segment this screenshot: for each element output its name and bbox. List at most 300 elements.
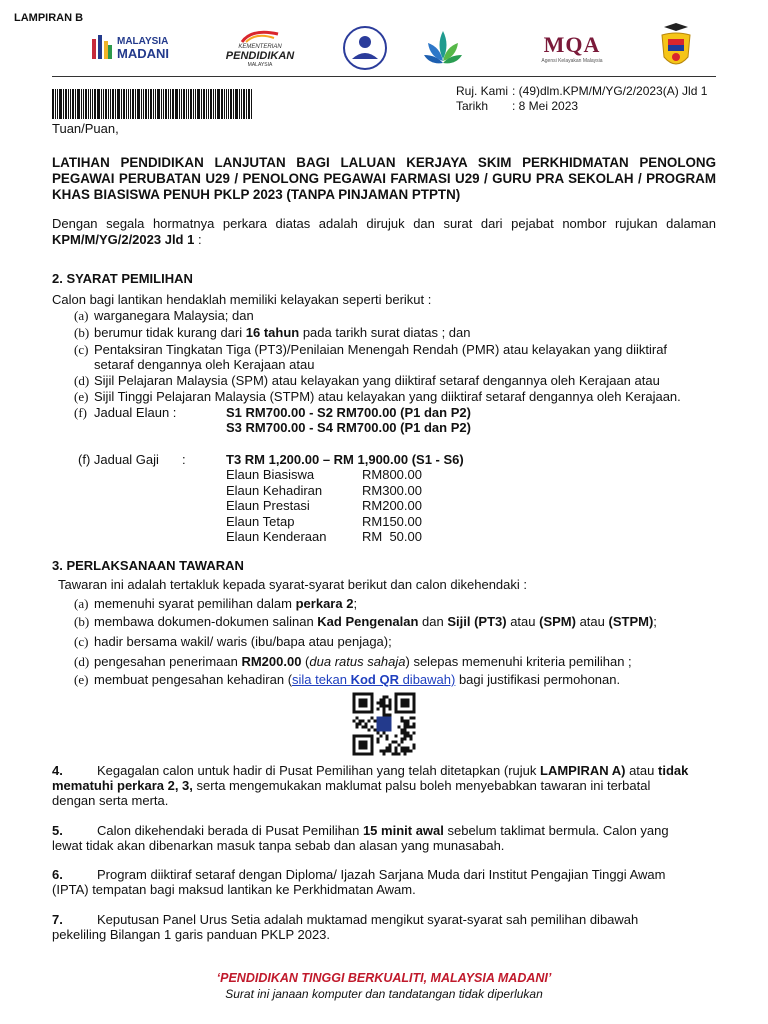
barcode-bar xyxy=(210,89,212,119)
barcode-bar xyxy=(148,89,149,119)
cond-d-mid: ( xyxy=(301,654,310,669)
qr-module xyxy=(401,729,404,732)
barcode-bar xyxy=(165,89,167,119)
gaji-row-value: RM 50.00 xyxy=(362,529,422,544)
gaji-row xyxy=(226,514,422,530)
criteria-f-text: Jadual Elaun : xyxy=(94,405,177,420)
kp-swoosh-icon xyxy=(240,28,280,44)
barcode-bar xyxy=(197,89,200,119)
barcode-bar xyxy=(130,89,131,119)
barcode-bar xyxy=(90,89,91,119)
qr-module xyxy=(368,720,371,723)
barcode-bar xyxy=(112,89,114,119)
qr-module xyxy=(404,738,407,741)
criteria-c-text: Pentaksiran Tingkatan Tiga (PT3)/Penilaian Menengah Rendah (PMR) atau kelayakan yang diiktiraf xyxy=(94,342,668,357)
p4-pre: Kegagalan calon untuk hadir di Pusat Pemilihan yang telah ditetapkan (rujuk xyxy=(97,763,541,778)
cond-b-mid2: atau xyxy=(506,614,540,629)
madani-mark-icon xyxy=(91,33,113,63)
barcode-bar xyxy=(224,89,225,119)
p4-mid: atau xyxy=(625,763,658,778)
barcode-bar xyxy=(141,89,142,119)
cond-d-bold: RM200.00 xyxy=(241,654,302,669)
qr-module xyxy=(356,723,359,726)
qr-module xyxy=(353,720,356,723)
qr-link-tail: dibawah) xyxy=(398,672,456,687)
barcode-bar xyxy=(59,89,62,119)
gaji-row xyxy=(226,467,422,483)
qr-module xyxy=(392,741,395,744)
cond-marker-a: (a) xyxy=(74,596,89,611)
barcode-bar xyxy=(239,89,240,119)
barcode-bar xyxy=(243,89,245,119)
footer-note: Surat ini janaan komputer dan tandatangan tidak diperlukan xyxy=(225,987,543,1001)
barcode-bar xyxy=(186,89,187,119)
qr-module xyxy=(404,720,407,723)
barcode-bar xyxy=(115,89,116,119)
qr-module xyxy=(398,753,401,756)
qr-module xyxy=(395,750,398,753)
qr-module xyxy=(377,708,380,711)
barcode-bar xyxy=(132,89,134,119)
qr-module xyxy=(359,723,362,726)
marker-c: (c) xyxy=(74,342,89,357)
qr-module xyxy=(407,747,410,750)
criteria-e-text: Sijil Tinggi Pelajaran Malaysia (STPM) atau kelayakan yang diiktiraf setaraf dengannya oleh Kerajaan. xyxy=(94,389,681,404)
qr-link-bold: Kod QR xyxy=(350,672,399,687)
barcode-bar xyxy=(97,89,100,119)
graduation-crest-icon xyxy=(656,23,696,73)
qr-module xyxy=(371,717,374,720)
barcode-bar xyxy=(157,89,160,119)
qr-module xyxy=(356,726,359,729)
qr-module xyxy=(410,750,413,753)
cond-marker-d: (d) xyxy=(74,654,90,669)
barcode-bar xyxy=(246,89,247,119)
cond-b-bold1: Kad Pengenalan xyxy=(317,614,419,629)
qr-module xyxy=(389,699,392,702)
qr-module xyxy=(383,753,386,756)
cond-e-pre: membuat pengesahan kehadiran ( xyxy=(94,672,293,687)
qr-module xyxy=(401,741,404,744)
criteria-c-cont: setaraf dengannya oleh Kerajaan atau xyxy=(94,357,315,372)
qr-module xyxy=(404,732,407,735)
p5-line2: lewat tidak akan dibenarkan masuk tanpa sebab dan alasan yang munasabah. xyxy=(52,838,505,853)
qr-module xyxy=(398,726,401,729)
mqa-logo xyxy=(533,22,611,74)
barcode-bar xyxy=(108,89,109,119)
qr-module xyxy=(362,726,365,729)
barcode-bar xyxy=(128,89,129,119)
qr-module xyxy=(404,747,407,750)
qr-module xyxy=(407,735,410,738)
qr-module xyxy=(365,723,368,726)
gaji-row-name: Elaun Biasiswa xyxy=(226,467,315,482)
qr-module xyxy=(371,726,374,729)
barcode-bar xyxy=(213,89,214,119)
p5-number: 5. xyxy=(52,823,63,838)
paragraph-6 xyxy=(52,867,716,897)
barcode-bar xyxy=(170,89,171,119)
logo-strip xyxy=(85,22,725,74)
p5-bold: 15 minit awal xyxy=(362,823,444,838)
marker-e: (e) xyxy=(74,389,89,404)
qr-module xyxy=(386,735,389,738)
kp-line1: KEMENTERIAN xyxy=(238,44,282,50)
ruj-label: Ruj. Kami xyxy=(456,84,509,98)
barcode-bar xyxy=(181,89,182,119)
qr-module xyxy=(374,729,377,732)
qr-module xyxy=(395,747,398,750)
barcode-bar xyxy=(123,89,125,119)
barcode-bar xyxy=(150,89,152,119)
barcode xyxy=(52,89,257,119)
p5-post: sebelum taklimat bermula. Calon yang xyxy=(443,823,669,838)
qr-module xyxy=(356,717,359,720)
cond-b-bold4: (STPM) xyxy=(608,614,654,629)
qr-module xyxy=(383,750,386,753)
qr-module xyxy=(389,714,392,717)
qr-module xyxy=(404,753,407,756)
barcode-bar xyxy=(215,89,216,119)
section-2-lead: Calon bagi lantikan hendaklah memiliki kelayakan seperti berikut : xyxy=(52,292,432,307)
qr-module xyxy=(365,726,368,729)
qr-module xyxy=(368,729,371,732)
barcode-bar xyxy=(121,89,122,119)
qr-module xyxy=(383,699,386,702)
gaji-head: T3 RM 1,200.00 – RM 1,900.00 (S1 - S6) xyxy=(226,452,464,467)
qr-module xyxy=(359,720,362,723)
crest-circle-logo xyxy=(337,22,393,74)
p6-line2: (IPTA) tempatan bagi maksud lantikan ke Perkhidmatan Awam. xyxy=(52,882,416,897)
qr-module xyxy=(389,750,392,753)
barcode-bar xyxy=(92,89,93,119)
intro-tail: : xyxy=(194,232,202,247)
footer-motto: ‘PENDIDIKAN TINGGI BERKUALITI, MALAYSIA MADANI’ xyxy=(216,971,552,985)
qr-module xyxy=(404,723,407,726)
qr-module xyxy=(386,747,389,750)
cond-b-post: ; xyxy=(653,614,657,629)
barcode-bar xyxy=(75,89,76,119)
cond-d-pre: pengesahan penerimaan xyxy=(94,654,242,669)
barcode-bar xyxy=(230,89,232,119)
qr-module xyxy=(374,720,377,723)
gaji-row-name: Elaun Tetap xyxy=(226,513,295,529)
barcode-bar xyxy=(63,89,64,119)
gaji-row-value: RM150.00 xyxy=(362,513,422,529)
barcode-bar xyxy=(193,89,194,119)
criteria-b xyxy=(74,325,471,340)
qr-module xyxy=(413,744,416,747)
qr-module xyxy=(389,705,392,708)
barcode-bar xyxy=(155,89,156,119)
qr-module xyxy=(389,747,392,750)
qr-center-logo xyxy=(377,717,392,732)
qr-module xyxy=(383,708,386,711)
barcode-bar xyxy=(57,89,58,119)
qr-module xyxy=(383,696,386,699)
paragraph-7 xyxy=(52,912,716,942)
qr-module xyxy=(383,732,386,735)
gaji-row xyxy=(226,483,422,499)
cond-e-post: bagi justifikasi permohonan. xyxy=(455,672,621,687)
barcode-bar xyxy=(217,89,220,119)
barcode-bar xyxy=(190,89,192,119)
cond-a-post: ; xyxy=(353,596,358,611)
qr-module xyxy=(386,714,389,717)
qr-module xyxy=(389,744,392,747)
barcode-bar xyxy=(228,89,229,119)
qr-module xyxy=(404,750,407,753)
qr-module xyxy=(410,726,413,729)
qr-module xyxy=(386,705,389,708)
gaji-row-name: Elaun Kehadiran xyxy=(226,482,323,498)
gaji-row xyxy=(226,529,422,545)
condition-d xyxy=(74,654,632,669)
section-3-heading: 3. PERLAKSANAAN TAWARAN xyxy=(52,558,244,573)
p4-bold1: LAMPIRAN A) xyxy=(540,763,626,778)
barcode-bar xyxy=(183,89,185,119)
qr-module xyxy=(383,714,386,717)
qr-module xyxy=(395,741,398,744)
qr-module xyxy=(380,699,383,702)
cond-c-text: hadir bersama wakil/ waris (ibu/bapa atau penjaga); xyxy=(94,634,392,649)
gaji-row-name: Elaun Prestasi xyxy=(226,498,310,513)
tarikh-value: : 8 Mei 2023 xyxy=(512,99,579,113)
qr-module xyxy=(383,711,386,714)
barcode-bar xyxy=(117,89,120,119)
barcode-bar xyxy=(83,89,84,119)
cond-d-post: ) selepas memenuhi kriteria pemilihan ; xyxy=(405,654,632,669)
condition-a xyxy=(74,596,357,611)
lampiran-label: LAMPIRAN B xyxy=(14,12,84,24)
barcode-bar xyxy=(55,89,56,119)
gaji-row-value: RM300.00 xyxy=(362,482,422,498)
barcode-bar xyxy=(101,89,102,119)
qr-module xyxy=(401,750,404,753)
barcode-bar xyxy=(208,89,209,119)
marker-d: (d) xyxy=(74,373,90,388)
reference-block xyxy=(456,84,707,114)
barcode-bar xyxy=(145,89,147,119)
barcode-bar xyxy=(226,89,227,119)
criteria-b-bold: 16 tahun xyxy=(245,325,300,340)
criteria-c xyxy=(74,342,667,357)
barcode-bar xyxy=(105,89,107,119)
ruj-value: : (49)dlm.KPM/M/YG/2/2023(A) Jld 1 xyxy=(512,84,708,98)
cond-b-bold3: (SPM) xyxy=(539,614,576,629)
marker-b: (b) xyxy=(74,325,90,340)
qr-finder xyxy=(359,741,368,750)
barcode-bar xyxy=(153,89,154,119)
qr-module xyxy=(386,696,389,699)
kementerian-pendidikan-logo xyxy=(205,22,315,74)
qr-module xyxy=(386,750,389,753)
cond-b-mid3: atau xyxy=(575,614,609,629)
p7-number: 7. xyxy=(52,912,63,927)
barcode-bar xyxy=(175,89,178,119)
p4-line2-bold: mematuhi perkara 2, 3, xyxy=(52,778,193,793)
condition-c xyxy=(74,634,392,649)
barcode-bar xyxy=(85,89,87,119)
qr-link[interactable] xyxy=(292,672,455,687)
gaji-label: (f) Jadual Gaji xyxy=(78,452,159,467)
gaji-row xyxy=(226,498,422,514)
qr-link-text: sila tekan xyxy=(292,672,351,687)
qr-module xyxy=(377,741,380,744)
barcode-bar xyxy=(72,89,74,119)
qr-module xyxy=(407,720,410,723)
barcode-bar xyxy=(88,89,89,119)
cond-b-bold2: Sijil (PT3) xyxy=(447,614,507,629)
qr-finder xyxy=(359,699,368,708)
gaji-table xyxy=(226,467,422,545)
coat-of-arms-logo xyxy=(651,22,701,74)
barcode-bar xyxy=(161,89,162,119)
kp-line3: MALAYSIA xyxy=(247,62,273,68)
barcode-bar xyxy=(77,89,80,119)
tarikh-label: Tarikh xyxy=(456,99,489,113)
qr-module xyxy=(395,735,398,738)
paragraph-5 xyxy=(52,823,716,853)
barcode-bar xyxy=(248,89,250,119)
barcode-bar xyxy=(126,89,127,119)
barcode-bar xyxy=(65,89,67,119)
qr-module xyxy=(404,729,407,732)
qr-module xyxy=(413,726,416,729)
qr-module xyxy=(383,702,386,705)
qr-module xyxy=(380,705,383,708)
barcode-bar xyxy=(81,89,82,119)
qr-module xyxy=(362,720,365,723)
gaji-row-value: RM200.00 xyxy=(362,498,422,513)
barcode-bar xyxy=(135,89,136,119)
condition-e xyxy=(74,672,620,687)
mqa-wordmark: MQA xyxy=(543,32,601,57)
p4-line3: dengan serta merta. xyxy=(52,793,169,808)
malaysia-madani-logo xyxy=(85,22,175,74)
section-3-lead: Tawaran ini adalah tertakluk kepada syarat-syarat berikut dan calon dikehendaki : xyxy=(58,577,527,592)
barcode-bar xyxy=(137,89,140,119)
qr-module xyxy=(401,717,404,720)
section-2-heading: 2. SYARAT PEMILIHAN xyxy=(52,271,193,286)
cond-marker-e: (e) xyxy=(74,672,89,687)
barcode-bar xyxy=(68,89,69,119)
barcode-bar xyxy=(251,89,252,119)
qr-module xyxy=(404,726,407,729)
qr-module xyxy=(407,750,410,753)
elaun-line-2: S3 RM700.00 - S4 RM700.00 (P1 dan P2) xyxy=(226,420,471,435)
marker-f: (f) xyxy=(74,405,87,420)
p6-number: 6. xyxy=(52,867,63,882)
qr-module xyxy=(404,735,407,738)
criteria-a-text: warganegara Malaysia; dan xyxy=(94,308,254,323)
p5-pre: Calon dikehendaki berada di Pusat Pemilihan xyxy=(97,823,363,838)
qr-module xyxy=(389,702,392,705)
qr-module xyxy=(401,720,404,723)
criteria-d-text: Sijil Pelajaran Malaysia (SPM) atau kelayakan yang diiktiraf setaraf dengannya oleh Kerajaan atau xyxy=(94,373,660,388)
barcode-bar xyxy=(172,89,174,119)
barcode-bar xyxy=(188,89,189,119)
salutation: Tuan/Puan, xyxy=(52,121,119,136)
qr-module xyxy=(401,738,404,741)
intro-text: Dengan segala hormatnya perkara diatas adalah dirujuk dan surat dari pejabat nombor rujukan dalaman xyxy=(52,216,716,231)
barcode-bar xyxy=(94,89,96,119)
cond-b-pre: membawa dokumen-dokumen salinan xyxy=(94,614,318,629)
madani-line1: MALAYSIA xyxy=(117,36,169,47)
madani-line2: MADANI xyxy=(117,46,169,61)
condition-b xyxy=(74,614,657,629)
qr-module xyxy=(410,738,413,741)
gaji-row-value: RM800.00 xyxy=(362,467,422,482)
qr-module xyxy=(407,726,410,729)
qr-module xyxy=(395,753,398,756)
intro-ref: KPM/M/YG/2/2023 Jld 1 xyxy=(52,232,195,247)
qr-module xyxy=(380,750,383,753)
mqa-subtitle: Agensi Kelayakan Malaysia xyxy=(541,58,603,64)
qr-module xyxy=(377,732,380,735)
qr-module xyxy=(380,735,383,738)
cond-a-pre: memenuhi syarat pemilihan dalam xyxy=(94,596,296,611)
lotus-logo xyxy=(415,22,471,74)
criteria-a xyxy=(74,308,254,323)
intro-paragraph xyxy=(52,216,716,248)
barcode-bar xyxy=(143,89,144,119)
p4-number: 4. xyxy=(52,763,63,778)
qr-module xyxy=(383,705,386,708)
barcode-bar xyxy=(168,89,169,119)
qr-module xyxy=(401,747,404,750)
elaun-line-1: S1 RM700.00 - S2 RM700.00 (P1 dan P2) xyxy=(226,405,471,420)
qr-module xyxy=(386,738,389,741)
qr-module xyxy=(392,753,395,756)
letter-title: LATIHAN PENDIDIKAN LANJUTAN BAGI LALUAN KERJAYA SKIM PERKHIDMATAN PENOLONG PEGAWAI PERUBATAN U29 / PENOLONG PEGAWAI FARMASI U29 / GURU PRA SEKOLAH / PROGRAM KHAS BIASISWA PENUH PKLP 2023 (TANPA PINJAMAN PTPTN) xyxy=(52,155,716,202)
gaji-colon: : xyxy=(182,452,186,467)
qr-module xyxy=(413,723,416,726)
qr-module xyxy=(398,744,401,747)
qr-module xyxy=(413,717,416,720)
qr-module xyxy=(413,732,416,735)
qr-module xyxy=(410,717,413,720)
cond-marker-c: (c) xyxy=(74,634,89,649)
p7-line1: Keputusan Panel Urus Setia adalah muktamad mengikut syarat-syarat sah pemilihan dibawah xyxy=(97,912,639,927)
qr-module xyxy=(413,747,416,750)
qr-module xyxy=(377,702,380,705)
barcode-bar xyxy=(221,89,223,119)
qr-module xyxy=(389,708,392,711)
barcode-bar xyxy=(110,89,111,119)
barcode-bar xyxy=(103,89,104,119)
qr-finder xyxy=(401,699,410,708)
barcode-bar xyxy=(179,89,180,119)
header-divider xyxy=(52,76,716,77)
education-emblem-icon xyxy=(342,25,388,71)
barcode-bar xyxy=(52,89,54,119)
p7-line2: pekeliling Bilangan 1 garis panduan PKLP 2023. xyxy=(52,927,331,942)
marker-a: (a) xyxy=(74,308,89,323)
barcode-bar xyxy=(233,89,234,119)
lotus-icon xyxy=(420,25,466,71)
cond-b-mid1: dan xyxy=(418,614,448,629)
qr-module xyxy=(401,732,404,735)
criteria-f xyxy=(74,405,176,420)
barcode-bar xyxy=(241,89,242,119)
p4-bold2: tidak xyxy=(658,763,689,778)
barcode-bar xyxy=(206,89,207,119)
barcode-bar xyxy=(70,89,71,119)
cond-a-bold: perkara 2 xyxy=(295,596,354,611)
qr-module xyxy=(407,723,410,726)
qr-code[interactable] xyxy=(349,692,419,756)
